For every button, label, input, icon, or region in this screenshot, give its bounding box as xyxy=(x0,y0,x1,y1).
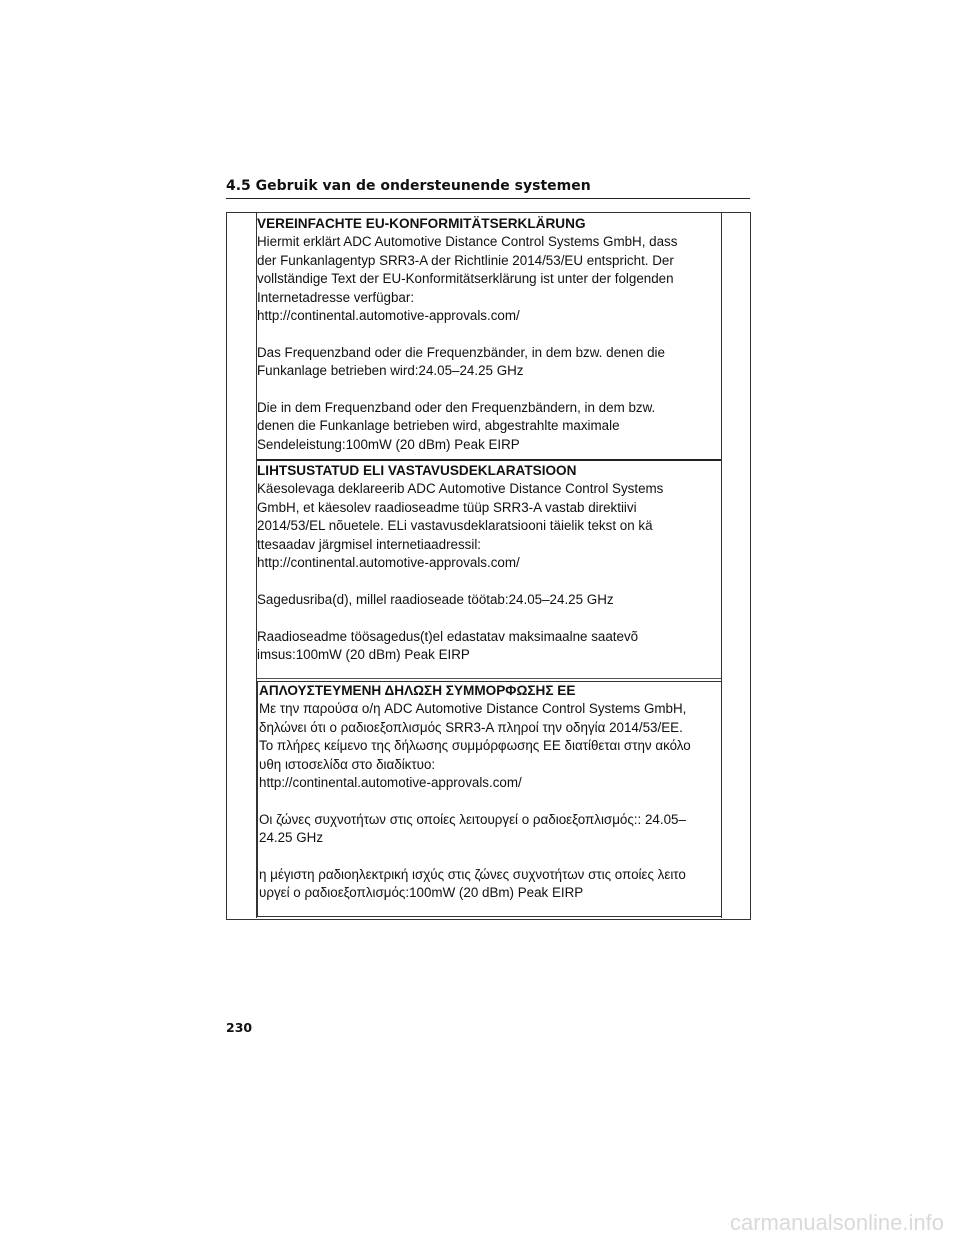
frame-left-margin xyxy=(226,213,257,918)
max-power-text: υργεί ο ραδιοεξοπλισμός:100mW (20 dBm) Peak EIRP xyxy=(259,885,584,901)
declaration-heading: VEREINFACHTE EU-KONFORMITÄTSERKLÄRUNG xyxy=(257,216,586,231)
frequency-band-text: 24.25 GHz xyxy=(259,830,324,846)
frequency-band-text: Οι ζώνες συχνοτήτων στις οποίες λειτουργεί ο ραδιοεξοπλισμός:: 24.05– xyxy=(259,811,686,827)
frequency-band-text: Funkanlage betrieben wird:24.05–24.25 GHz xyxy=(257,363,524,379)
declaration-line: vollständige Text der EU-Konformitätserklärung ist unter der folgenden xyxy=(257,271,674,287)
declaration-line: 2014/53/EL nõuetele. ELi vastavusdeklaratsiooni täielik tekst on kä xyxy=(257,518,653,534)
declaration-heading: LIHTSUSTATUD ELI VASTAVUSDEKLARATSIOON xyxy=(257,463,577,478)
max-power-text: η μέγιστη ραδιοηλεκτρική ισχύς στις ζώνες συχνοτήτων στις οποίες λειτο xyxy=(259,867,686,883)
frame-right-margin xyxy=(721,213,750,918)
title-divider xyxy=(226,198,750,199)
declaration-url: http://continental.automotive-approvals.com/ xyxy=(259,775,522,791)
max-power-text: Sendeleistung:100mW (20 dBm) Peak EIRP xyxy=(257,436,520,452)
max-power-text: denen die Funkanlage betrieben wird, abgestrahlte maximale xyxy=(257,418,620,434)
declaration-line: Το πλήρες κείμενο της δήλωσης συμμόρφωσης ΕΕ διατίθεται στην ακόλο xyxy=(259,738,691,754)
declaration-url: http://continental.automotive-approvals.com/ xyxy=(257,308,520,324)
declaration-line: δηλώνει ότι ο ραδιοεξοπλισμός SRR3-A πληροί την οδηγία 2014/53/ΕΕ. xyxy=(259,719,683,735)
declaration-line: υθη ιστοσελίδα στο διαδίκτυο: xyxy=(259,756,436,772)
declaration-heading: ΑΠΛΟΥΣΤΕΥΜΕΝΗ ΔΗΛΩΣΗ ΣΥΜΜΟΡΦΩΣΗΣ ΕΕ xyxy=(259,683,576,698)
declaration-block-et xyxy=(257,462,721,679)
declaration-block-el xyxy=(256,681,722,917)
page-number: 230 xyxy=(226,1020,253,1035)
max-power-text: imsus:100mW (20 dBm) Peak EIRP xyxy=(257,647,470,663)
declaration-line: der Funkanlagentyp SRR3-A der Richtlinie 2014/53/EU entspricht. Der xyxy=(257,252,674,268)
watermark: carmanualsonline.info xyxy=(729,1210,944,1235)
declaration-line: Käesolevaga deklareerib ADC Automotive Distance Control Systems xyxy=(257,481,664,497)
frequency-band-text: Das Frequenzband oder die Frequenzbänder, in dem bzw. denen die xyxy=(257,344,665,360)
declaration-line: Με την παρούσα ο/η ADC Automotive Distance Control Systems GmbH, xyxy=(259,701,687,717)
declaration-url: http://continental.automotive-approvals.com/ xyxy=(257,555,520,571)
section-title: 4.5 Gebruik van de ondersteunende systemen xyxy=(226,178,591,194)
max-power-text: Raadioseadme töösagedus(t)el edastatav maksimaalne saatevõ xyxy=(257,628,639,644)
declaration-line: Internetadresse verfügbar: xyxy=(257,289,415,305)
declaration-line: GmbH, et käesolev raadioseadme tüüp SRR3-A vastab direktiivi xyxy=(257,499,637,515)
declaration-block-de xyxy=(257,215,721,461)
declaration-line: ttesaadav järgmisel internetiaadressil: xyxy=(257,536,482,552)
declaration-line: Hiermit erklärt ADC Automotive Distance Control Systems GmbH, dass xyxy=(257,234,678,250)
max-power-text: Die in dem Frequenzband oder den Frequenzbändern, in dem bzw. xyxy=(257,400,656,416)
frequency-band-text: Sagedusriba(d), millel raadioseade töötab:24.05–24.25 GHz xyxy=(257,591,614,607)
